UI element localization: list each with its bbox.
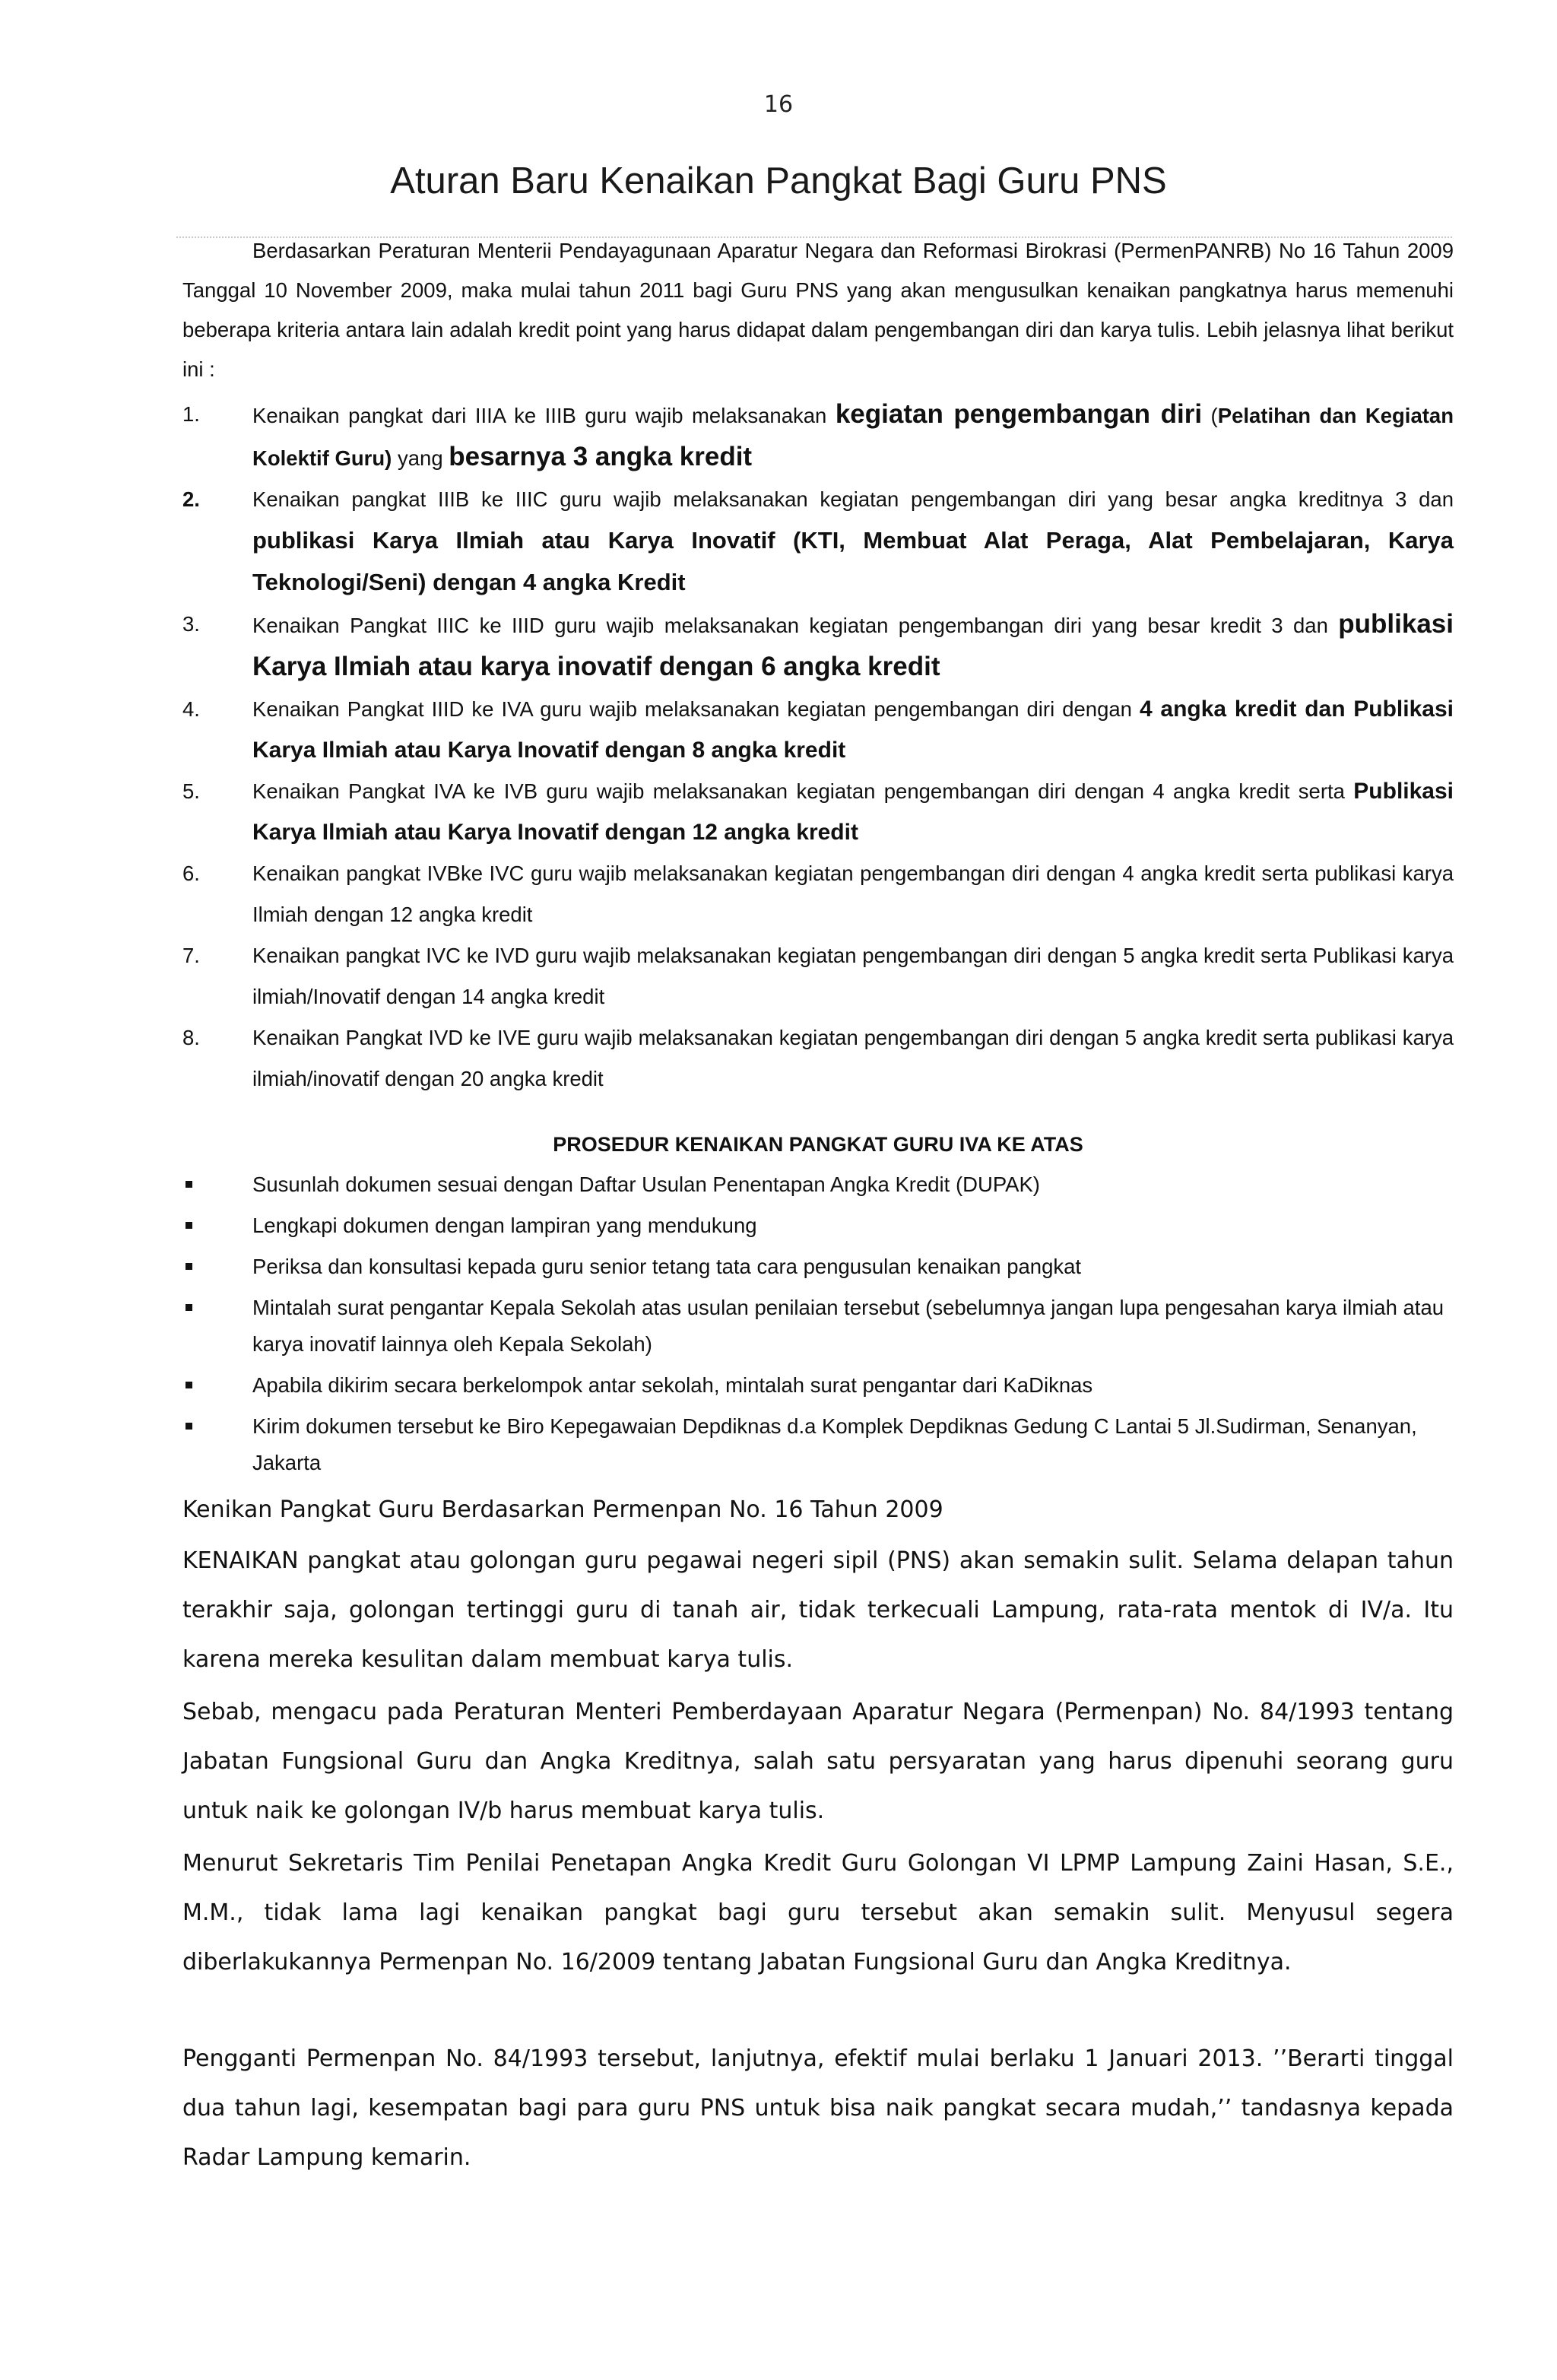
page-number: 16	[763, 91, 794, 118]
procedure-steps-list	[182, 1166, 1454, 1481]
article-paragraph: Pengganti Permenpan No. 84/1993 tersebut, lanjutnya, efektif mulai berlaku 1 Januari 2013. ’’Berarti tinggal dua tahun lagi, kesempatan bagi para guru PNS untuk bisa naik pangkat secara mudah,’’ tandasnya kepada Radar Lampung kemarin.	[182, 2045, 1454, 2171]
content	[182, 231, 1454, 2185]
step-text: Lengkapi dokumen dengan lampiran yang mendukung	[252, 1214, 757, 1237]
procedure-step	[182, 1367, 1454, 1404]
rule-number: 2.	[182, 487, 200, 511]
procedure-step	[182, 1249, 1454, 1285]
procedure-step	[182, 1166, 1454, 1203]
rule-emphasis: besarnya 3 angka kredit	[449, 442, 753, 471]
procedure-step	[182, 1207, 1454, 1244]
page-title: Aturan Baru Kenaikan Pangkat Bagi Guru PNS	[390, 160, 1167, 202]
rule-text: Kenaikan pangkat dari IIIA ke IIIB guru wajib melaksanakan	[252, 404, 836, 427]
rule-item	[182, 1017, 1454, 1100]
rule-number: 1.	[182, 402, 200, 426]
step-text: Apabila dikirim secara berkelompok antar sekolah, mintalah surat pengantar dari KaDiknas	[252, 1373, 1093, 1397]
step-text: Kirim dokumen tersebut ke Biro Kepegawaian Depdiknas d.a Komplek Depdiknas Gedung C Lantai 5 Jl.Sudirman, Senanyan, Jakarta	[252, 1414, 1417, 1474]
intro-paragraph: Berdasarkan Peraturan Menterii Pendayagunaan Aparatur Negara dan Reformasi Birokrasi (PermenPANRB) No 16 Tahun 2009 Tanggal 10 November 2009, maka mulai tahun 2011 bagi Guru PNS yang akan mengusulkan kenaikan pangkatnya harus memenuhi beberapa kriteria antara lain adalah kredit point yang harus didapat dalam pengembangan diri dan karya tulis. Lebih jelasnya lihat berikut ini :	[182, 239, 1454, 381]
rule-text: Kenaikan Pangkat IIIC ke IIID guru wajib melaksanakan kegiatan pengembangan diri yang besar kredit 3 dan	[252, 614, 1339, 637]
step-text: Periksa dan konsultasi kepada guru senior tetang tata cara pengusulan kenaikan pangkat	[252, 1255, 1082, 1278]
step-text: Mintalah surat pengantar Kepala Sekolah atas usulan penilaian tersebut (sebelumnya jangan lupa pengesahan karya ilmiah atau karya inovatif lainnya oleh Kepala Sekolah)	[252, 1296, 1444, 1356]
rule-item	[182, 604, 1454, 689]
rule-number: 6.	[182, 862, 200, 885]
procedure-heading: PROSEDUR KENAIKAN PANGKAT GURU IVA KE ATAS	[553, 1133, 1083, 1156]
promotion-rules-list	[182, 394, 1454, 1100]
square-bullet-icon	[186, 1181, 192, 1188]
rule-number: 3.	[182, 612, 200, 636]
rule-text: (	[1202, 404, 1218, 427]
rule-text: Kenaikan Pangkat IVA ke IVB guru wajib melaksanakan kegiatan pengembangan diri dengan 4 angka kredit serta	[252, 779, 1354, 803]
rule-emphasis: Publikasi Karya Ilmiah atau Karya Inovatif dengan 12 angka kredit	[252, 779, 1454, 845]
square-bullet-icon	[186, 1263, 192, 1270]
rule-item	[182, 853, 1454, 935]
rule-emphasis: publikasi Karya Ilmiah atau Karya Inovatif (KTI, Membuat Alat Peraga, Alat Pembelajaran, Karya Teknologi/Seni) dengan 4 angka Kredit	[252, 527, 1454, 595]
rule-text: Kenaikan Pangkat IVD ke IVE guru wajib melaksanakan kegiatan pengembangan diri dengan 5 angka kredit serta publikasi karya ilmiah/inovatif dengan 20 angka kredit	[252, 1026, 1454, 1090]
rule-item	[182, 689, 1454, 771]
square-bullet-icon	[186, 1382, 192, 1388]
rule-number: 5.	[182, 779, 200, 803]
rule-number: 7.	[182, 944, 200, 967]
article-paragraph: Sebab, mengacu pada Peraturan Menteri Pemberdayaan Aparatur Negara (Permenpan) No. 84/1993 tentang Jabatan Fungsional Guru dan Angka Kreditnya, salah satu persyaratan yang harus dipenuhi seorang guru untuk naik ke golongan IV/b harus membuat karya tulis.	[182, 1699, 1454, 1824]
rule-emphasis: kegiatan pengembangan diri	[835, 399, 1203, 429]
rule-number: 8.	[182, 1026, 200, 1049]
step-text: Susunlah dokumen sesuai dengan Daftar Usulan Penentapan Angka Kredit (DUPAK)	[252, 1173, 1040, 1196]
rule-item	[182, 935, 1454, 1017]
rule-text: Kenaikan pangkat IVC ke IVD guru wajib melaksanakan kegiatan pengembangan diri dengan 5 angka kredit serta Publikasi karya ilmiah/Inovatif dengan 14 angka kredit	[252, 944, 1454, 1008]
rule-item	[182, 394, 1454, 479]
rule-text: Kenaikan pangkat IIIB ke IIIC guru wajib melaksanakan kegiatan pengembangan diri yang besar angka kreditnya 3 dan	[252, 487, 1454, 511]
procedure-step	[182, 1408, 1454, 1481]
rule-emphasis: 4 angka kredit dan Publikasi Karya Ilmiah atau Karya Inovatif dengan 8 angka kredit	[252, 697, 1454, 763]
rule-emphasis: Pelatihan dan Kegiatan Kolektif Guru)	[252, 404, 1454, 470]
square-bullet-icon	[186, 1222, 192, 1229]
article-heading: Kenikan Pangkat Guru Berdasarkan Permenpan No. 16 Tahun 2009	[182, 1496, 943, 1523]
square-bullet-icon	[186, 1304, 192, 1311]
article	[182, 1487, 1454, 2182]
square-bullet-icon	[186, 1423, 192, 1430]
article-paragraph: KENAIKAN pangkat atau golongan guru pegawai negeri sipil (PNS) akan semakin sulit. Selama delapan tahun terakhir saja, golongan tertinggi guru di tanah air, tidak terkecuali Lampung, rata-rata mentok di IV/a. Itu karena mereka kesulitan dalam membuat karya tulis.	[182, 1547, 1454, 1673]
procedure-step	[182, 1290, 1454, 1363]
rule-item	[182, 479, 1454, 604]
rule-item	[182, 771, 1454, 853]
rule-emphasis: publikasi Karya Ilmiah atau karya inovatif dengan 6 angka kredit	[252, 609, 1454, 681]
rule-text: Kenaikan pangkat IVBke IVC guru wajib melaksanakan kegiatan pengembangan diri dengan 4 angka kredit serta publikasi karya Ilmiah dengan 12 angka kredit	[252, 862, 1454, 926]
article-paragraph: Menurut Sekretaris Tim Penilai Penetapan Angka Kredit Guru Golongan VI LPMP Lampung Zaini Hasan, S.E., M.M., tidak lama lagi kenaikan pangkat bagi guru tersebut akan semakin sulit. Menyusul segera diberlakukannya Permenpan No. 16/2009 tentang Jabatan Fungsional Guru dan Angka Kreditnya.	[182, 1850, 1454, 1975]
rule-number: 4.	[182, 697, 200, 721]
rule-text: yang	[392, 446, 449, 470]
rule-text: Kenaikan Pangkat IIID ke IVA guru wajib melaksanakan kegiatan pengembangan diri dengan	[252, 697, 1140, 721]
